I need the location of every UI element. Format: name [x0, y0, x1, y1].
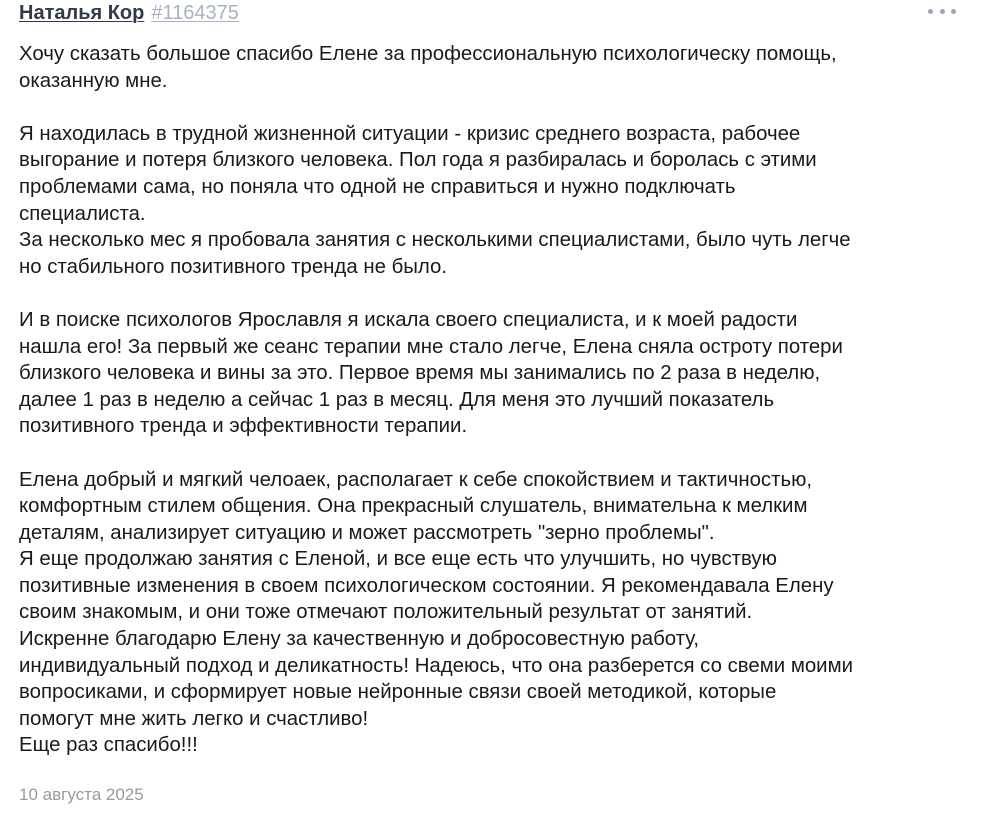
- more-horizontal-icon[interactable]: [928, 4, 956, 18]
- author-link[interactable]: Наталья Кор: [19, 2, 145, 24]
- more-dot: [928, 9, 933, 14]
- post-body: Хочу сказать большое спасибо Елене за профессиональную психологическу помощь, оказанную мне. Я находилась в трудной жизненной ситуации - кризис среднего возраста, рабочее выгорание и потеря близкого человека. Пол года я разбиралась и боролась с этими проблемами сама, но поняла что одной не справиться и нужно подключать специалиста. За несколько мес я пробовала занятия с несколькими специалистами, было чуть легче но стабильного позитивного тренда не было. И в поиске психологов Ярославля я искала своего специалиста, и к моей радости нашла его! За первый же сеанс терапии мне стало легче, Елена сняла остроту потери близкого человека и вины за это. Первое время мы занимались по 2 раза в неделю, далее 1 раз в неделю а сейчас 1 раз в месяц. Для меня это лучший показатель позитивного тренда и эффективности терапии. Елена добрый и мягкий челоаек, располагает к себе спокойствием и тактичностью, комфортным стилем общения. Она прекрасный слушатель, внимательна к мелким деталям, анализирует ситуацию и может рассмотреть "зерно проблемы". Я еще продолжаю занятия с Еленой, и все еще есть что улучшить, но чувствую позитивные изменения в своем психологическом состоянии. Я рекомендавала Елену своим знакомым, и они тоже отмечают положительный результат от занятий. Искренне благодарю Елену за качественную и добросовестную работу, индивидуальный подход и деликатность! Надеюсь, что она разберется со свеми моими вопросиками, и сформирует новые нейронные связи своей методикой, которые помогут мне жить легко и счастливо! Еще раз спасибо!!!: [19, 43, 853, 757]
- more-dot: [951, 9, 956, 14]
- post-id-link[interactable]: #1164375: [151, 2, 239, 24]
- more-dot: [940, 9, 945, 14]
- post-header: [19, 0, 239, 26]
- post-date: 10 августа 2025: [19, 785, 144, 804]
